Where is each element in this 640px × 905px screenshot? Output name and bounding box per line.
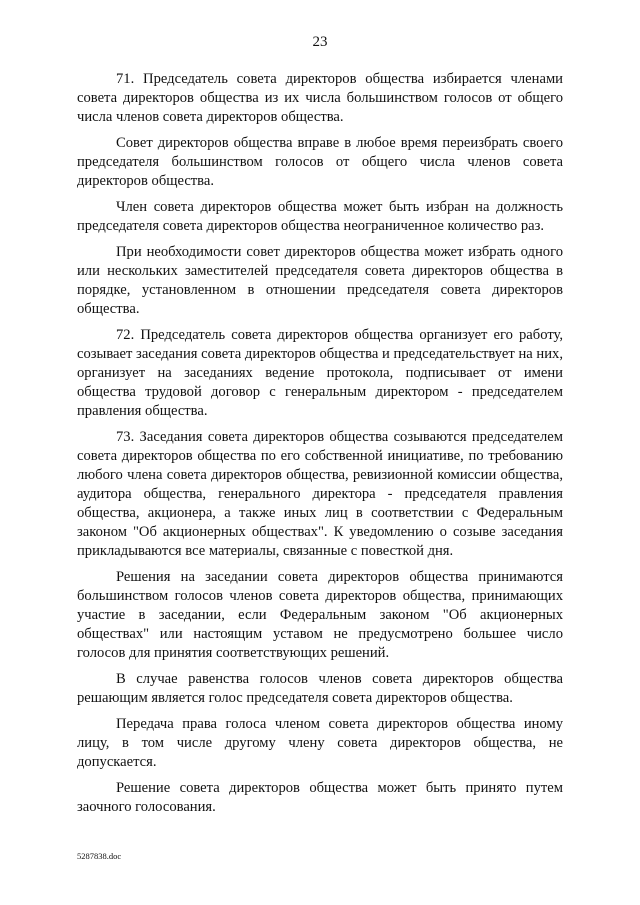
paragraph: При необходимости совет директоров общества может избрать одного или нескольких заместителей председателя совета директоров общества в порядке, установленном в отношении председателя совета директоров общества. <box>77 244 563 317</box>
paragraph: В случае равенства голосов членов совета директоров общества решающим является голос председателя совета директоров общества. <box>77 671 563 706</box>
paragraph: Передача права голоса членом совета директоров общества иному лицу, в том числе другому члену совета директоров общества, не допускается. <box>77 716 563 770</box>
paragraph-71: 71. Председатель совета директоров общества избирается членами совета директоров общества из их числа большинством голосов от общего числа членов совета директоров общества. <box>77 71 563 125</box>
paragraph: Член совета директоров общества может быть избран на должность председателя совета директоров общества неограниченное количество раз. <box>77 199 563 234</box>
paragraph: Решение совета директоров общества может быть принято путем заочного голосования. <box>77 780 563 815</box>
paragraph-73: 73. Заседания совета директоров общества созываются председателем совета директоров общества по его собственной инициативе, по требованию любого члена совета директоров общества, ревизионной комиссии общества, аудитора общества, генерального директора - председателя правления общества, акционера, а также иных лиц в соответствии с Федеральным законом "Об акционерных обществах". К уведомлению о созыве заседания прикладываются все материалы, связанные с повесткой дня. <box>77 429 563 559</box>
document-body <box>77 70 563 824</box>
document-file-id: 5287838.doc <box>77 851 122 861</box>
paragraph: Совет директоров общества вправе в любое время переизбрать своего председателя большинством голосов от общего числа членов совета директоров общества. <box>77 135 563 189</box>
paragraph-72: 72. Председатель совета директоров общества организует его работу, созывает заседания совета директоров общества и председательствует на них, организует на заседаниях ведение протокола, подписывает от имени общества трудовой договор с генеральным директором - председателем правления общества. <box>77 327 563 419</box>
paragraph: Решения на заседании совета директоров общества принимаются большинством голосов членов совета директоров общества, принимающих участие в заседании, если Федеральным законом "Об акционерных обществах" или настоящим уставом не предусмотрено большее число голосов для принятия соответствующих решений. <box>77 569 563 661</box>
page-number: 23 <box>312 34 328 50</box>
